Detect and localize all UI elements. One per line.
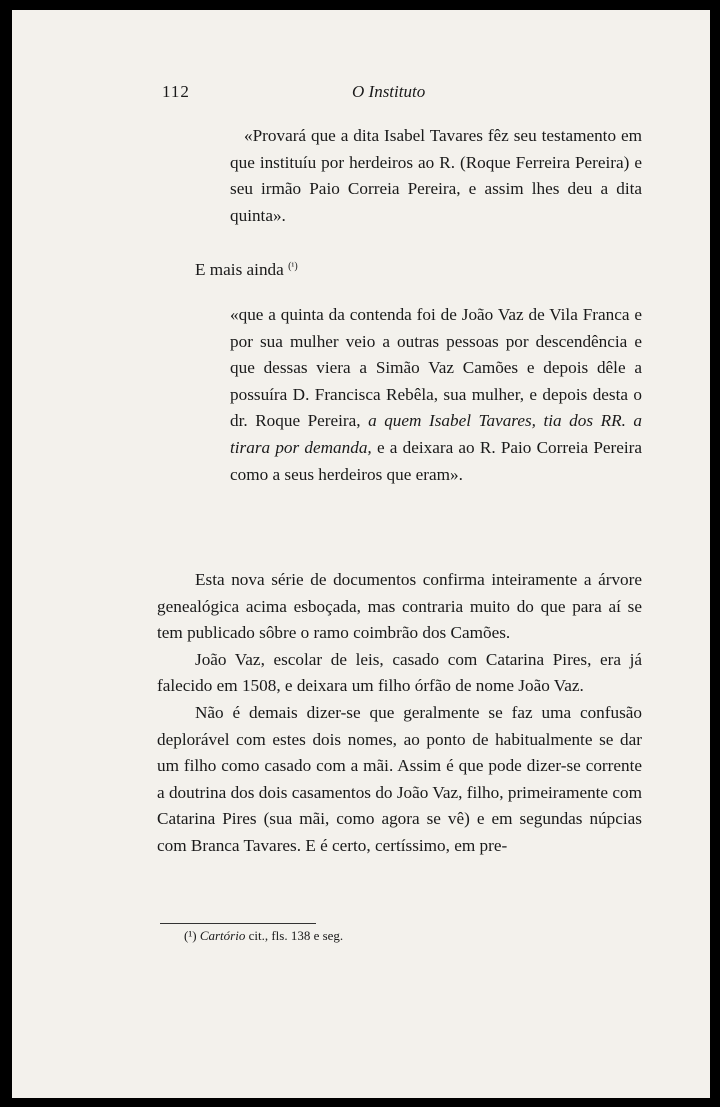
block-quote-1	[230, 123, 642, 229]
body-text	[157, 567, 642, 860]
footnote-divider	[160, 923, 316, 924]
intro-line	[195, 254, 298, 283]
intro-text: E mais ainda	[195, 260, 284, 279]
page-number: 112	[162, 82, 190, 101]
block-quote-2	[230, 302, 642, 488]
footnote-source: Cartório	[199, 928, 246, 943]
footnote	[184, 927, 343, 945]
body-paragraph-3: Não é demais dizer-se que geralmente se faz uma confusão deplorável com estes dois nomes, ao ponto de habitualmente se dar um filho como casado com a mãi. Assim é que pode dizer-se corrente a doutrina dos dois casamentos do João Vaz, filho, primeiramente com Catarina Pires (sua mãi, como agora se vê) e em segundas núpcias com Branca Tavares. E é certo, certíssimo, em pre-	[157, 702, 642, 855]
running-title: O Instituto	[352, 82, 426, 101]
footnote-text: cit., fls. 138 e seg.	[248, 928, 344, 943]
body-paragraph-1: Esta nova série de documentos confirma inteiramente a árvore genealógica acima esboçada, mas contraria muito do que para aí se tem publicado sôbre o ramo coimbrão dos Camões.	[157, 570, 642, 643]
body-paragraph-2: João Vaz, escolar de leis, casado com Catarina Pires, era já falecido em 1508, e deixara um filho órfão de nome João Vaz.	[157, 649, 642, 696]
quote-2-part-2: e a deixara ao R. Paio Correia Pereira como a seus herdeiros que eram».	[230, 437, 643, 484]
footnote-mark: (¹)	[184, 928, 197, 943]
quote-2-part-1: «que a quinta da contenda foi de João Vaz de Vila Franca e por sua mulher veio a outras pessoas por descendência e que dessas viera a Simão Vaz Camões e depois dêle a possuíra D. Francisca Rebêla, sua mulher, e depois desta o dr. Roque Pereira,	[230, 305, 642, 431]
quote-2-italic: a quem Isabel Tavares, tia dos RR. a tirara por demanda,	[230, 411, 642, 457]
footnote-reference: (¹)	[288, 261, 298, 272]
book-page	[12, 10, 710, 1098]
running-header	[12, 82, 710, 106]
quote-2-text	[230, 302, 642, 488]
quote-1-text: «Provará que a dita Isabel Tavares fêz seu testamento em que instituíu por herdeiros ao R. (Roque Ferreira Pereira) e seu irmão Paio Correia Pereira, e assim lhes deu a dita quinta».	[230, 126, 642, 225]
